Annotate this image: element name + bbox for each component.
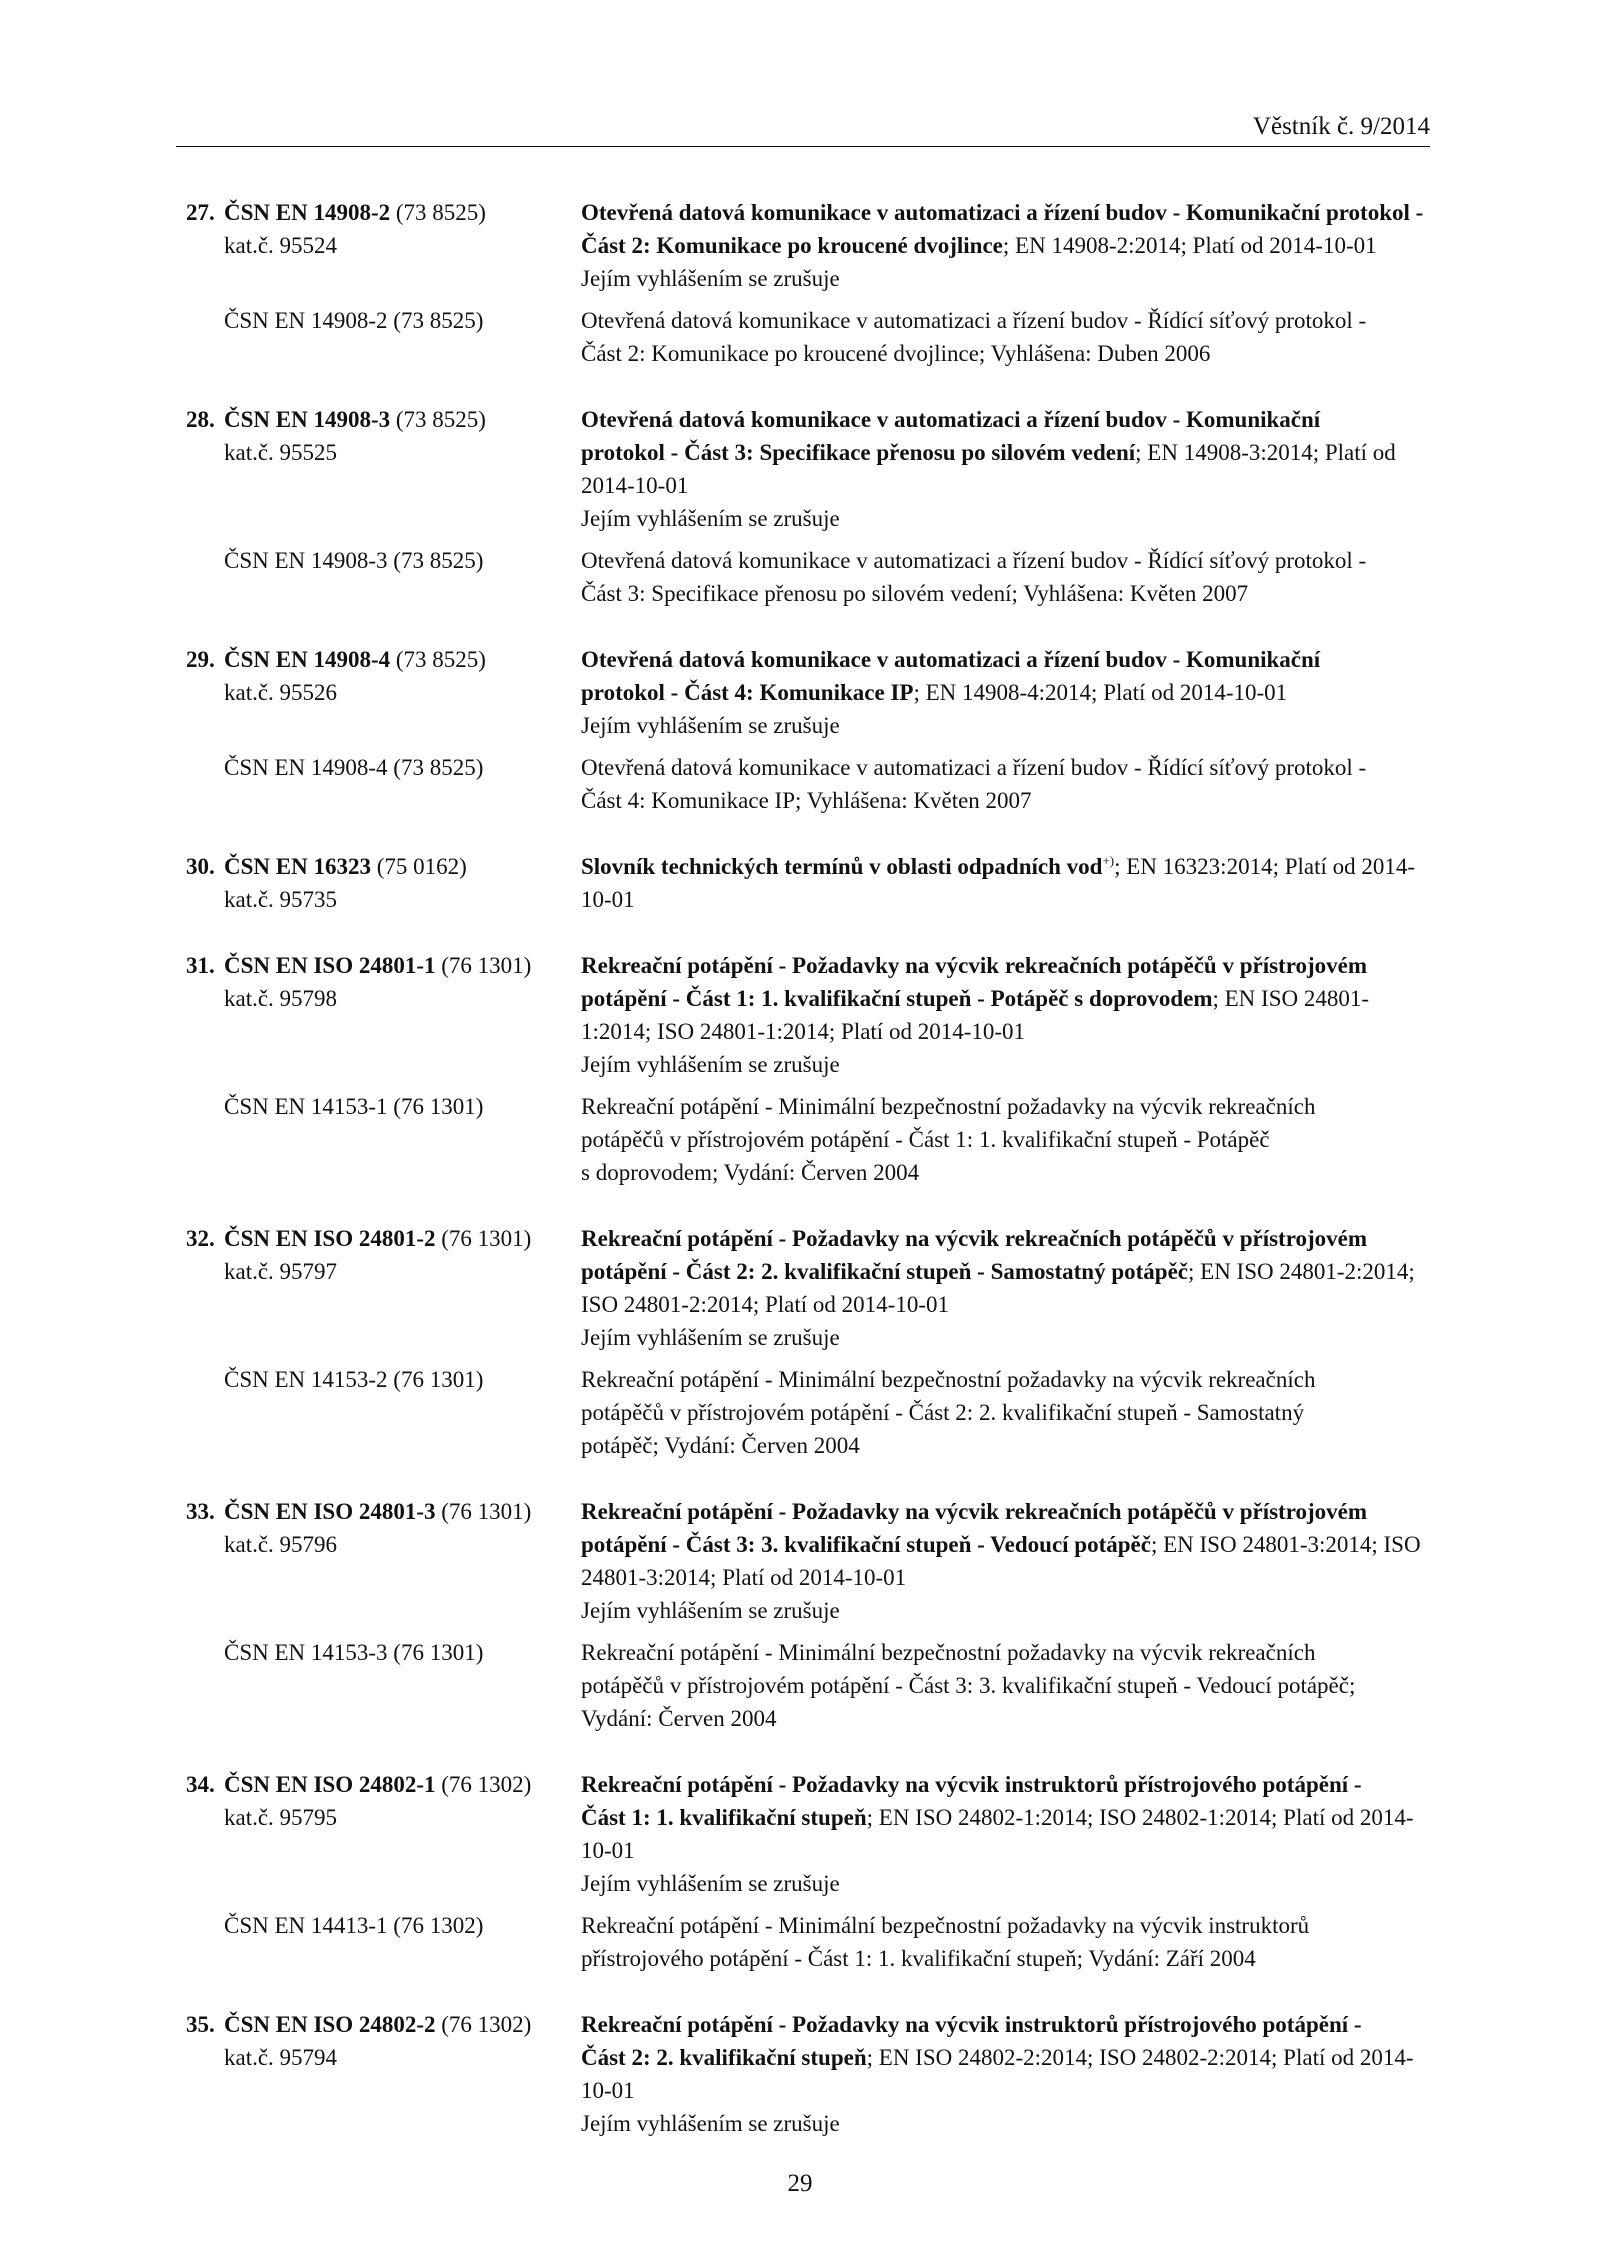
- entry-title-line: Rekreační potápění - Požadavky na výcvik instruktorů přístrojového potápění -: [581, 2012, 1362, 2037]
- entry-details: ; EN 14908-3:2014; Platí od 2014-10-01: [581, 440, 1396, 498]
- entry-details: ; EN ISO 24802-2:2014; ISO 24802-2:2014; Platí od 2014-10-01: [581, 2045, 1414, 2103]
- classification-code: (76 1301): [441, 953, 532, 978]
- replaced-title-line: Část 4: Komunikace IP; Vyhlášena: Květen 2007: [581, 788, 1032, 813]
- entry-title-paragraph: [581, 1495, 1436, 1594]
- entry-title-line: Rekreační potápění - Požadavky na výcvik rekreačních potápěčů v přístrojovém: [581, 1226, 1368, 1251]
- entry-details: ; EN ISO 24801-2:2014; ISO 24801-2:2014; Platí od 2014-10-01: [581, 1259, 1415, 1317]
- catalog-number: kat.č. 95525: [224, 440, 338, 465]
- entry-title-paragraph: [581, 196, 1436, 262]
- entry-id-line: [186, 2008, 581, 2041]
- entry-title-paragraph: [581, 1768, 1436, 1867]
- repeal-note: Jejím vyhlášením se zrušuje: [581, 1052, 840, 1077]
- replaced-title-line: Rekreační potápění - Minimální bezpečnostní požadavky na výcvik rekreačních: [581, 1367, 1316, 1392]
- catalog-number: kat.č. 95795: [224, 1805, 338, 1830]
- entry-number: 34.: [186, 1772, 215, 1797]
- replaced-title-line: potápěčů v přístrojovém potápění - Část 2: 2. kvalifikační stupeň - Samostatný: [581, 1400, 1305, 1425]
- entry-details: ; EN 16323:2014; Platí od 2014-10-01: [581, 854, 1416, 912]
- standard-entry: [186, 1222, 1436, 1462]
- classification-code: (75 0162): [376, 854, 467, 879]
- entry-identifier: [186, 949, 581, 1081]
- standard-designation: ČSN EN ISO 24801-3: [224, 1499, 436, 1524]
- standard-entry: [186, 1768, 1436, 1975]
- entry-title-line: Část 2: Komunikace po kroucené dvojlince: [581, 233, 1003, 258]
- entry-number: 29.: [186, 647, 215, 672]
- entry-main-row: [186, 2008, 1436, 2140]
- entry-main-row: [186, 1768, 1436, 1900]
- entry-title-line: potápění - Část 2: 2. kvalifikační stupeň - Samostatný potápěč: [581, 1259, 1188, 1284]
- header-rule: [176, 146, 1430, 147]
- entry-number: 31.: [186, 953, 215, 978]
- replaced-standard-row: [186, 304, 1436, 370]
- entry-description: [581, 949, 1436, 1081]
- catalog-number: kat.č. 95798: [224, 986, 338, 1011]
- entry-identifier: [186, 196, 581, 295]
- entry-details: ; EN ISO 24801-1:2014; ISO 24801-1:2014; Platí od 2014-10-01: [581, 986, 1370, 1044]
- replaced-identifier: [186, 1090, 581, 1189]
- replaced-description: [581, 1363, 1436, 1462]
- entry-standard-code: [224, 196, 486, 229]
- replaced-description: [581, 1909, 1436, 1975]
- repeal-note: Jejím vyhlášením se zrušuje: [581, 266, 840, 291]
- catalog-number: kat.č. 95796: [224, 1532, 338, 1557]
- entry-identifier: [186, 1222, 581, 1354]
- entry-identifier: [186, 403, 581, 535]
- catalog-number: kat.č. 95524: [224, 233, 338, 258]
- entry-details: ; EN ISO 24802-1:2014; ISO 24802-1:2014; Platí od 2014-10-01: [581, 1805, 1414, 1863]
- entry-description: [581, 403, 1436, 535]
- catalog-number: kat.č. 95735: [224, 887, 338, 912]
- standard-designation: ČSN EN ISO 24801-1: [224, 953, 436, 978]
- entry-identifier: [186, 1495, 581, 1627]
- entry-standard-code: [224, 1768, 531, 1801]
- entry-title-paragraph: [581, 949, 1436, 1048]
- replaced-standard-code: ČSN EN 14908-4 (73 8525): [224, 755, 484, 780]
- standard-designation: ČSN EN 14908-2: [224, 200, 391, 225]
- standard-entry: [186, 1495, 1436, 1735]
- standards-list: [186, 196, 1436, 2173]
- entry-id-line: [186, 1768, 581, 1801]
- replaced-description: [581, 304, 1436, 370]
- entry-standard-code: [224, 1495, 531, 1528]
- replaced-title-line: Vydání: Červen 2004: [581, 1706, 777, 1731]
- replaced-standard-code: ČSN EN 14908-2 (73 8525): [224, 308, 484, 333]
- entry-number: 28.: [186, 407, 215, 432]
- classification-code: (73 8525): [395, 200, 486, 225]
- entry-title-line: protokol - Část 3: Specifikace přenosu po silovém vedení: [581, 440, 1136, 465]
- replaced-title-line: Rekreační potápění - Minimální bezpečnostní požadavky na výcvik rekreačních: [581, 1640, 1316, 1665]
- classification-code: (76 1301): [441, 1499, 532, 1524]
- entry-main-row: [186, 949, 1436, 1081]
- standard-entry: [186, 2008, 1436, 2140]
- standard-entry: [186, 949, 1436, 1189]
- entry-number: 32.: [186, 1226, 215, 1251]
- entry-description: [581, 643, 1436, 742]
- entry-title-line: Otevřená datová komunikace v automatizaci a řízení budov - Komunikační: [581, 407, 1321, 432]
- entry-id-line: [186, 403, 581, 436]
- replaced-title-line: Rekreační potápění - Minimální bezpečnostní požadavky na výcvik rekreačních: [581, 1094, 1316, 1119]
- replaced-standard-code: ČSN EN 14153-1 (76 1301): [224, 1094, 484, 1119]
- replaced-identifier: [186, 304, 581, 370]
- page-number: 29: [787, 2170, 813, 2197]
- entry-title-line: Rekreační potápění - Požadavky na výcvik instruktorů přístrojového potápění -: [581, 1772, 1362, 1797]
- replaced-identifier: [186, 1909, 581, 1975]
- replaced-standard-row: [186, 1909, 1436, 1975]
- repeal-note: Jejím vyhlášením se zrušuje: [581, 1598, 840, 1623]
- entry-title-line: Slovník technických termínů v oblasti odpadních vod: [581, 854, 1103, 879]
- replaced-standard-row: [186, 1363, 1436, 1462]
- replaced-description: [581, 544, 1436, 610]
- standard-designation: ČSN EN 14908-3: [224, 407, 391, 432]
- standard-entry: [186, 403, 1436, 610]
- entry-title-line: protokol - Část 4: Komunikace IP: [581, 680, 914, 705]
- replaced-title-line: potápěčů v přístrojovém potápění - Část 3: 3. kvalifikační stupeň - Vedoucí potápěč;: [581, 1673, 1356, 1698]
- standard-entry: [186, 643, 1436, 817]
- classification-code: (73 8525): [395, 407, 486, 432]
- catalog-number: kat.č. 95526: [224, 680, 338, 705]
- entry-description: [581, 1768, 1436, 1900]
- replaced-standard-row: [186, 1090, 1436, 1189]
- entry-identifier: [186, 643, 581, 742]
- entry-id-line: [186, 643, 581, 676]
- classification-code: (73 8525): [395, 647, 486, 672]
- entry-main-row: [186, 403, 1436, 535]
- repeal-note: Jejím vyhlášením se zrušuje: [581, 1325, 840, 1350]
- standard-entry: [186, 850, 1436, 916]
- entry-description: [581, 850, 1436, 916]
- entry-main-row: [186, 643, 1436, 742]
- entry-main-row: [186, 1495, 1436, 1627]
- replaced-standard-code: ČSN EN 14908-3 (73 8525): [224, 548, 484, 573]
- entry-number: 27.: [186, 200, 215, 225]
- repeal-note: Jejím vyhlášením se zrušuje: [581, 1871, 840, 1896]
- entry-identifier: [186, 2008, 581, 2140]
- entry-id-line: [186, 1495, 581, 1528]
- entry-details: ; EN ISO 24801-3:2014; ISO 24801-3:2014; Platí od 2014-10-01: [581, 1532, 1421, 1590]
- entry-details: ; EN 14908-2:2014; Platí od 2014-10-01: [1002, 233, 1377, 258]
- classification-code: (76 1302): [441, 2012, 532, 2037]
- entry-description: [581, 196, 1436, 295]
- entry-number: 30.: [186, 854, 215, 879]
- replaced-title-line: Rekreační potápění - Minimální bezpečnostní požadavky na výcvik instruktorů: [581, 1913, 1310, 1938]
- replaced-title-line: Otevřená datová komunikace v automatizaci a řízení budov - Řídící síťový protokol -: [581, 308, 1367, 333]
- entry-standard-code: [224, 403, 486, 436]
- entry-title-paragraph: [581, 403, 1436, 502]
- standard-designation: ČSN EN ISO 24801-2: [224, 1226, 436, 1251]
- entry-title-paragraph: [581, 643, 1436, 709]
- standard-designation: ČSN EN 14908-4: [224, 647, 391, 672]
- catalog-number: kat.č. 95794: [224, 2045, 338, 2070]
- entry-standard-code: [224, 850, 467, 883]
- replaced-identifier: [186, 751, 581, 817]
- entry-title-line: potápění - Část 3: 3. kvalifikační stupeň - Vedoucí potápěč: [581, 1532, 1151, 1557]
- entry-title-line: potápění - Část 1: 1. kvalifikační stupeň - Potápěč s doprovodem: [581, 986, 1213, 1011]
- replaced-title-line: potápěčů v přístrojovém potápění - Část 1: 1. kvalifikační stupeň - Potápěč: [581, 1127, 1270, 1152]
- entry-title-line: Otevřená datová komunikace v automatizaci a řízení budov - Komunikační protokol -: [581, 200, 1424, 225]
- entry-identifier: [186, 1768, 581, 1900]
- footnote-marker: +): [1102, 853, 1115, 868]
- entry-details: ; EN 14908-4:2014; Platí od 2014-10-01: [913, 680, 1288, 705]
- repeal-note: Jejím vyhlášením se zrušuje: [581, 713, 840, 738]
- entry-id-line: [186, 850, 581, 883]
- entry-main-row: [186, 850, 1436, 916]
- entry-standard-code: [224, 949, 531, 982]
- entry-main-row: [186, 196, 1436, 295]
- standard-designation: ČSN EN ISO 24802-2: [224, 2012, 436, 2037]
- repeal-note: Jejím vyhlášením se zrušuje: [581, 2111, 840, 2136]
- entry-title-line: Část 1: 1. kvalifikační stupeň: [581, 1805, 867, 1830]
- entry-standard-code: [224, 1222, 531, 1255]
- replaced-title-line: s doprovodem; Vydání: Červen 2004: [581, 1160, 920, 1185]
- entry-description: [581, 1222, 1436, 1354]
- replaced-description: [581, 1636, 1436, 1735]
- classification-code: (76 1301): [441, 1226, 532, 1251]
- entry-standard-code: [224, 643, 486, 676]
- entry-number: 33.: [186, 1499, 215, 1524]
- entry-standard-code: [224, 2008, 531, 2041]
- entry-title-line: Rekreační potápění - Požadavky na výcvik rekreačních potápěčů v přístrojovém: [581, 953, 1368, 978]
- standard-designation: ČSN EN ISO 24802-1: [224, 1772, 436, 1797]
- entry-id-line: [186, 196, 581, 229]
- replaced-description: [581, 751, 1436, 817]
- entry-id-line: [186, 949, 581, 982]
- replaced-standard-row: [186, 1636, 1436, 1735]
- entry-title-line: Otevřená datová komunikace v automatizaci a řízení budov - Komunikační: [581, 647, 1321, 672]
- classification-code: (76 1302): [441, 1772, 532, 1797]
- standard-entry: [186, 196, 1436, 370]
- repeal-note: Jejím vyhlášením se zrušuje: [581, 506, 840, 531]
- replaced-description: [581, 1090, 1436, 1189]
- replaced-identifier: [186, 544, 581, 610]
- replaced-title-line: Část 2: Komunikace po kroucené dvojlince; Vyhlášena: Duben 2006: [581, 341, 1211, 366]
- replaced-title-line: přístrojového potápění - Část 1: 1. kvalifikační stupeň; Vydání: Září 2004: [581, 1946, 1256, 1971]
- replaced-standard-code: ČSN EN 14413-1 (76 1302): [224, 1913, 484, 1938]
- replaced-title-line: Část 3: Specifikace přenosu po silovém vedení; Vyhlášena: Květen 2007: [581, 581, 1249, 606]
- replaced-standard-code: ČSN EN 14153-2 (76 1301): [224, 1367, 484, 1392]
- entry-title-line: Rekreační potápění - Požadavky na výcvik rekreačních potápěčů v přístrojovém: [581, 1499, 1368, 1524]
- replaced-standard-row: [186, 544, 1436, 610]
- replaced-title-line: Otevřená datová komunikace v automatizaci a řízení budov - Řídící síťový protokol -: [581, 755, 1367, 780]
- entry-description: [581, 2008, 1436, 2140]
- entry-number: 35.: [186, 2012, 215, 2037]
- replaced-identifier: [186, 1363, 581, 1462]
- entry-title-paragraph: [581, 2008, 1436, 2107]
- entry-description: [581, 1495, 1436, 1627]
- entry-main-row: [186, 1222, 1436, 1354]
- standard-designation: ČSN EN 16323: [224, 854, 371, 879]
- entry-id-line: [186, 1222, 581, 1255]
- bulletin-header: Věstník č. 9/2014: [1252, 113, 1430, 140]
- replaced-title-line: Otevřená datová komunikace v automatizaci a řízení budov - Řídící síťový protokol -: [581, 548, 1367, 573]
- entry-title-line: Část 2: 2. kvalifikační stupeň: [581, 2045, 867, 2070]
- replaced-identifier: [186, 1636, 581, 1735]
- replaced-standard-row: [186, 751, 1436, 817]
- catalog-number: kat.č. 95797: [224, 1259, 338, 1284]
- entry-title-paragraph: [581, 1222, 1436, 1321]
- replaced-title-line: potápěč; Vydání: Červen 2004: [581, 1433, 860, 1458]
- entry-identifier: [186, 850, 581, 916]
- replaced-standard-code: ČSN EN 14153-3 (76 1301): [224, 1640, 484, 1665]
- entry-title-paragraph: [581, 850, 1436, 916]
